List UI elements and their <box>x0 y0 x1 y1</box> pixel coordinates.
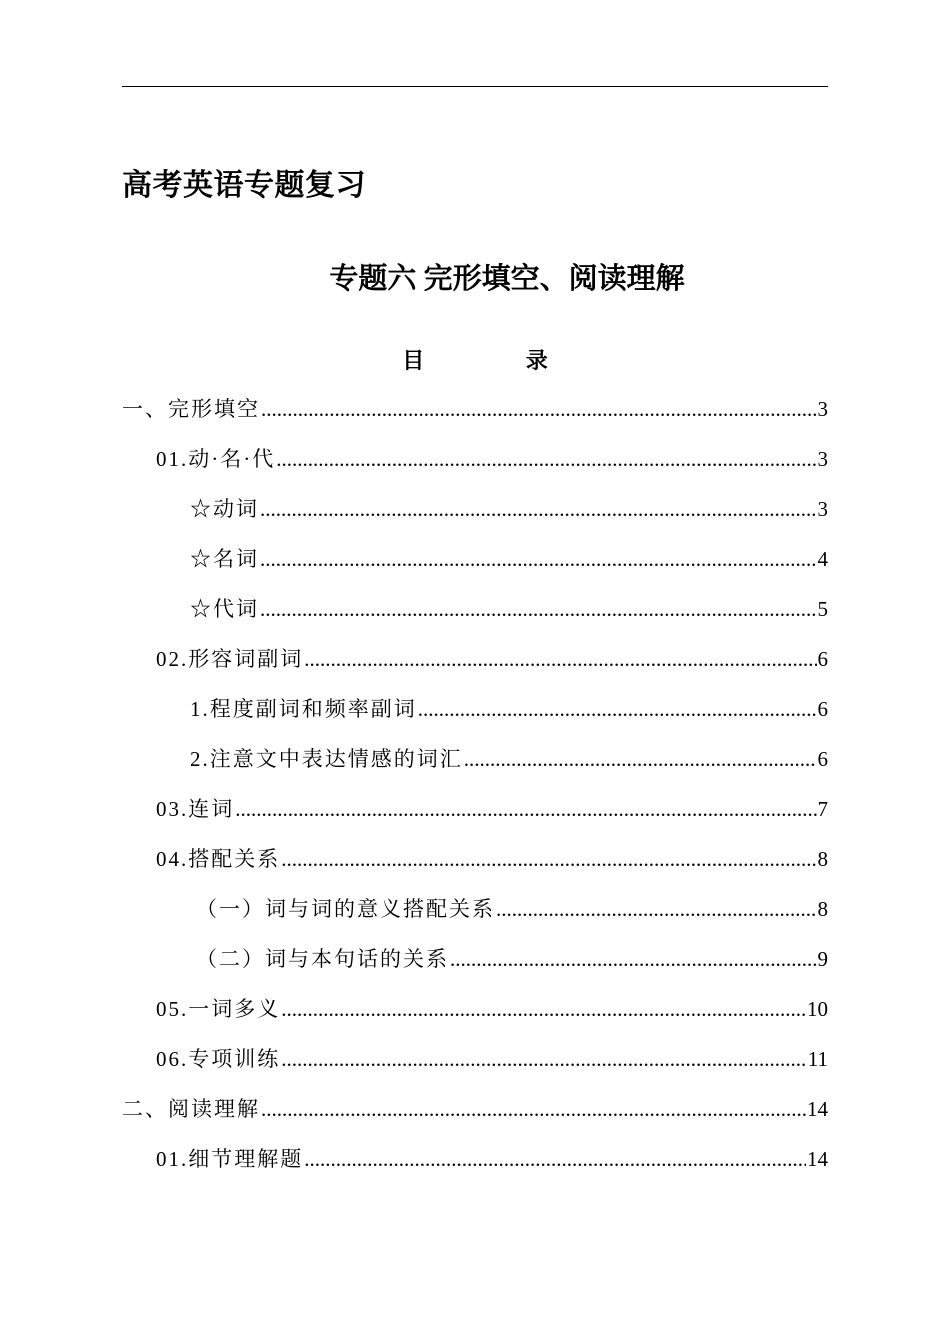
toc-page-number: 4 <box>817 546 828 571</box>
toc-page-number: 5 <box>817 596 828 621</box>
toc-entry-degree-frequency-adverbs[interactable] <box>0 684 950 734</box>
toc-heading: 目 录 <box>402 348 596 373</box>
toc-page-number: 8 <box>817 846 828 871</box>
toc-dot-leader <box>261 1099 806 1120</box>
toc-page-number: 8 <box>817 896 828 921</box>
toc-entry-adjectives-adverbs[interactable] <box>0 634 950 684</box>
toc-entry-label: 1.程度副词和频率副词 <box>190 696 417 721</box>
toc-entry-label: 01.动·名·代 <box>156 446 276 471</box>
toc-page-number: 7 <box>817 796 828 821</box>
toc-entry-label: ☆动词 <box>190 496 259 521</box>
toc-entry-special-training[interactable] <box>0 1034 950 1084</box>
document-title: 高考英语专题复习 <box>122 169 366 202</box>
toc-entry-word-sentence-relation[interactable] <box>0 934 950 984</box>
toc-page-number: 6 <box>817 696 828 721</box>
toc-dot-leader <box>260 599 817 620</box>
toc-dot-leader <box>304 1149 806 1170</box>
toc-dot-leader <box>304 649 816 670</box>
toc-dot-leader <box>260 499 817 520</box>
toc-entry-label: 2.注意文中表达情感的词汇 <box>190 746 463 771</box>
toc-page-number: 3 <box>817 446 828 471</box>
toc-entry-label: 03.连词 <box>156 796 235 821</box>
topic-title: 专题六 完形填空、阅读理解 <box>329 263 685 295</box>
toc-dot-leader <box>281 849 816 870</box>
toc-dot-leader <box>418 699 817 720</box>
toc-entry-label: （二）词与本句话的关系 <box>196 946 449 971</box>
toc-dot-leader <box>450 949 817 970</box>
toc-entry-polysemy[interactable] <box>0 984 950 1034</box>
toc-entry-label: 02.形容词副词 <box>156 646 304 671</box>
toc-page-number: 11 <box>807 1046 828 1071</box>
table-of-contents <box>0 384 950 1184</box>
toc-entry-nouns[interactable] <box>0 534 950 584</box>
toc-entry-conjunctions[interactable] <box>0 784 950 834</box>
header-rule <box>122 86 828 87</box>
toc-entry-label: 一、完形填空 <box>122 396 260 421</box>
toc-dot-leader <box>496 899 817 920</box>
toc-entry-verb-noun-pronoun[interactable] <box>0 434 950 484</box>
toc-entry-label: 01.细节理解题 <box>156 1146 304 1171</box>
toc-entry-label: 04.搭配关系 <box>156 846 281 871</box>
toc-entry-collocations[interactable] <box>0 834 950 884</box>
toc-page-number: 9 <box>817 946 828 971</box>
toc-entry-label: （一）词与词的意义搭配关系 <box>196 896 495 921</box>
toc-dot-leader <box>281 1049 807 1070</box>
toc-page-number: 6 <box>817 646 828 671</box>
toc-entry-label: 06.专项训练 <box>156 1046 281 1071</box>
toc-entry-word-meaning-collocation[interactable] <box>0 884 950 934</box>
toc-page-number: 6 <box>817 746 828 771</box>
toc-entry-label: ☆代词 <box>190 596 259 621</box>
toc-dot-leader <box>235 799 816 820</box>
toc-entry-verbs[interactable] <box>0 484 950 534</box>
toc-entry-pronouns[interactable] <box>0 584 950 634</box>
toc-page-number: 14 <box>807 1146 828 1171</box>
toc-dot-leader <box>276 449 816 470</box>
toc-entry-reading-comprehension[interactable] <box>0 1084 950 1134</box>
toc-entry-cloze[interactable] <box>0 384 950 434</box>
toc-page-number: 10 <box>807 996 828 1021</box>
toc-entry-emotion-vocabulary[interactable] <box>0 734 950 784</box>
toc-entry-detail-questions[interactable] <box>0 1134 950 1184</box>
toc-page-number: 14 <box>807 1096 828 1121</box>
toc-dot-leader <box>260 549 817 570</box>
toc-page-number: 3 <box>817 396 828 421</box>
toc-dot-leader <box>261 399 817 420</box>
toc-page-number: 3 <box>817 496 828 521</box>
toc-entry-label: 二、阅读理解 <box>122 1096 260 1121</box>
toc-entry-label: ☆名词 <box>190 546 259 571</box>
toc-entry-label: 05.一词多义 <box>156 996 281 1021</box>
toc-dot-leader <box>464 749 817 770</box>
toc-dot-leader <box>281 999 806 1020</box>
